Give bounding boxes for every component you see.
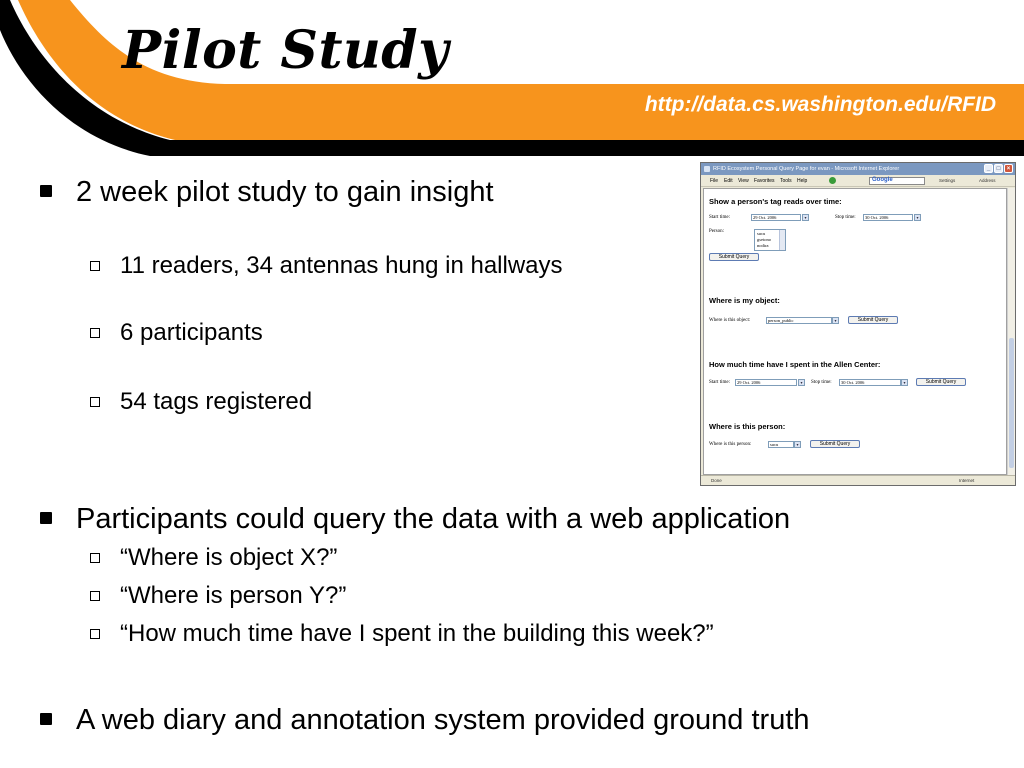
menu-help[interactable]: Help xyxy=(797,178,808,184)
google-logo: Google xyxy=(872,177,893,183)
calendar-icon[interactable]: ▾ xyxy=(914,214,921,221)
section-heading: Where is my object: xyxy=(709,296,780,305)
status-text: Done xyxy=(711,478,722,483)
person-select[interactable]: sucu xyxy=(768,441,794,448)
bullet-1-text: 2 week pilot study to gain insight xyxy=(76,176,494,208)
object-label: Where is this object: xyxy=(709,318,751,323)
object-select[interactable]: person_public xyxy=(766,317,832,324)
header-url: http://data.cs.washington.edu/RFID xyxy=(644,93,996,116)
browser-titlebar xyxy=(701,163,1015,175)
stop-time-label: Stop time: xyxy=(811,380,832,385)
stop-time-field[interactable]: 30 Oct. 2006 xyxy=(839,379,901,386)
submit-query-button[interactable]: Submit Query xyxy=(810,440,860,448)
submit-query-button[interactable]: Submit Query xyxy=(848,316,898,324)
go-icon[interactable] xyxy=(829,177,836,184)
list-item[interactable]: nodira xyxy=(757,243,769,248)
person-label: Where is this person: xyxy=(709,442,752,447)
start-time-field[interactable]: 29 Oct. 2006 xyxy=(751,214,801,221)
sub-bullet-text: 11 readers, 34 antennas hung in hallways xyxy=(120,252,563,279)
maximize-icon[interactable]: □ xyxy=(994,164,1003,173)
sub-bullet-text: “How much time have I spent in the building this week?” xyxy=(120,620,714,647)
ie-icon xyxy=(704,166,710,172)
slide-title: Pilot Study xyxy=(122,20,449,81)
stop-time-label: Stop time: xyxy=(835,215,856,220)
sub-bullet-text: 54 tags registered xyxy=(120,388,313,415)
settings-menu[interactable]: Settings xyxy=(939,178,956,183)
section-heading: How much time have I spent in the Allen Center: xyxy=(709,360,881,369)
page-scrollbar[interactable] xyxy=(1007,188,1015,475)
hollow-square-bullet-icon xyxy=(90,261,100,271)
bullet-2-text: Participants could query the data with a web application xyxy=(76,503,791,535)
menu-favorites[interactable]: Favorites xyxy=(754,178,775,184)
calendar-icon[interactable]: ▾ xyxy=(901,379,908,386)
bullet-3-text: A web diary and annotation system provided ground truth xyxy=(76,704,810,736)
hollow-square-bullet-icon xyxy=(90,328,100,338)
start-time-label: Start time: xyxy=(709,380,730,385)
chevron-down-icon[interactable]: ▾ xyxy=(832,317,839,324)
hollow-square-bullet-icon xyxy=(90,629,100,639)
section-heading: Where is this person: xyxy=(709,422,786,431)
calendar-icon[interactable]: ▾ xyxy=(802,214,809,221)
sub-bullet-text: “Where is object X?” xyxy=(120,544,338,571)
address-label: Address xyxy=(979,178,996,183)
hollow-square-bullet-icon xyxy=(90,591,100,601)
person-label: Person: xyxy=(709,229,724,234)
stop-time-field[interactable]: 30 Oct. 2006 xyxy=(863,214,913,221)
square-bullet-icon xyxy=(40,512,52,524)
section-heading: Show a person's tag reads over time: xyxy=(709,197,842,206)
browser-screenshot xyxy=(700,162,1016,486)
square-bullet-icon xyxy=(40,713,52,725)
menu-tools[interactable]: Tools xyxy=(780,178,792,184)
menu-view[interactable]: View xyxy=(738,178,749,184)
zone-text: Internet xyxy=(959,478,975,483)
listbox-scrollbar[interactable] xyxy=(779,230,785,250)
browser-menubar xyxy=(701,175,1015,187)
close-icon[interactable]: × xyxy=(1004,164,1013,173)
start-time-field[interactable]: 29 Oct. 2006 xyxy=(735,379,797,386)
square-bullet-icon xyxy=(40,185,52,197)
hollow-square-bullet-icon xyxy=(90,397,100,407)
hollow-square-bullet-icon xyxy=(90,553,100,563)
sub-bullet-text: “Where is person Y?” xyxy=(120,582,347,609)
browser-title: RFID Ecosystem Personal Query Page for evan - Microsoft Internet Explorer xyxy=(713,166,900,172)
list-item[interactable]: gsetono xyxy=(757,237,771,242)
calendar-icon[interactable]: ▾ xyxy=(798,379,805,386)
submit-query-button[interactable]: Submit Query xyxy=(916,378,966,386)
list-item[interactable]: sucu xyxy=(757,231,766,236)
menu-edit[interactable]: Edit xyxy=(724,178,733,184)
chevron-down-icon[interactable]: ▾ xyxy=(794,441,801,448)
submit-query-button[interactable]: Submit Query xyxy=(709,253,759,261)
scrollbar-thumb[interactable] xyxy=(1009,338,1014,468)
status-bar xyxy=(701,475,1015,485)
browser-page xyxy=(703,188,1007,475)
start-time-label: Start time: xyxy=(709,215,730,220)
menu-file[interactable]: File xyxy=(710,178,719,184)
person-listbox[interactable] xyxy=(754,229,786,251)
sub-bullet-text: 6 participants xyxy=(120,319,263,346)
minimize-icon[interactable]: _ xyxy=(984,164,993,173)
